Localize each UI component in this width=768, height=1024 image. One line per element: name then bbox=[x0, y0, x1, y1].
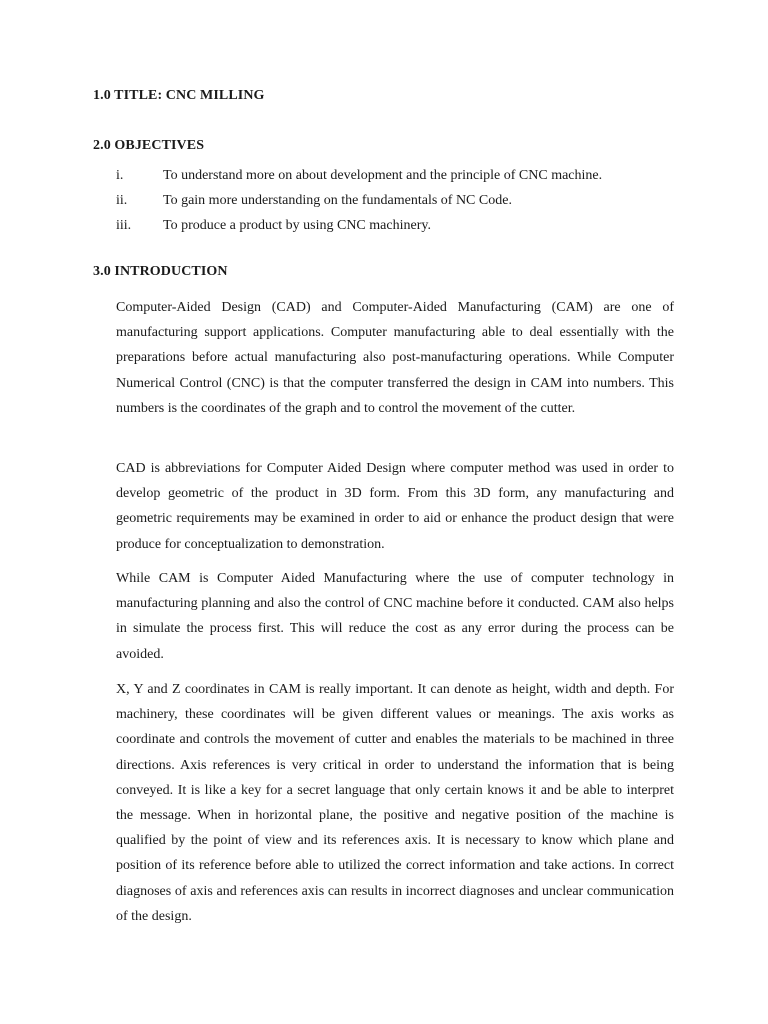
introduction-paragraph: While CAM is Computer Aided Manufacturing where the use of computer technology in manufacturing planning and also the control of CNC machine before it conducted. CAM also helps in simulate the process first. This will reduce the cost as any error during the process can be avoided. bbox=[116, 571, 674, 662]
objective-number: ii. bbox=[116, 193, 128, 208]
objectives-heading: 2.0 OBJECTIVES bbox=[93, 138, 205, 153]
objective-number: i. bbox=[116, 168, 124, 183]
introduction-paragraph: CAD is abbreviations for Computer Aided Design where computer method was used in order to develop geometric of the product in 3D form. From this 3D form, any manufacturing and geometric requirements may be examined in order to aid or enhance the product design that were produce for conceptualization to demonstration. bbox=[116, 461, 674, 552]
objective-text: To understand more on about development and the principle of CNC machine. bbox=[163, 168, 603, 183]
objective-item bbox=[116, 213, 696, 238]
introduction-paragraph: Computer-Aided Design (CAD) and Computer-Aided Manufacturing (CAM) are one of manufacturing support applications. Computer manufacturing able to deal essentially with the preparations before actual manufacturing also post-manufacturing operations. While Computer Numerical Control (CNC) is that the computer transferred the design in CAM into numbers. This numbers is the coordinates of the graph and to control the movement of the cutter. bbox=[116, 300, 674, 416]
objectives-list bbox=[116, 163, 696, 238]
introduction-heading: 3.0 INTRODUCTION bbox=[93, 264, 228, 279]
objective-number: iii. bbox=[116, 218, 132, 233]
objective-item bbox=[116, 163, 696, 188]
objective-text: To gain more understanding on the fundamentals of NC Code. bbox=[163, 193, 512, 208]
objective-item bbox=[116, 188, 696, 213]
title-heading: 1.0 TITLE: CNC MILLING bbox=[93, 88, 265, 103]
objective-text: To produce a product by using CNC machinery. bbox=[163, 218, 431, 233]
introduction-paragraph: X, Y and Z coordinates in CAM is really important. It can denote as height, width and depth. For machinery, these coordinates will be given different values or meanings. The axis works as coordinate and controls the movement of cutter and enables the materials to be machined in three directions. Axis references is very critical in order to understand the information that is being conveyed. It is like a key for a secret language that only certain knows it and be able to interpret the message. When in horizontal plane, the positive and negative position of the machine is qualified by the point of view and its references axis. It is necessary to know which plane and position of its reference before able to utilized the correct information and take actions. In correct diagnoses of axis and references axis can results in incorrect diagnoses and unclear communication of the design. bbox=[116, 682, 674, 924]
